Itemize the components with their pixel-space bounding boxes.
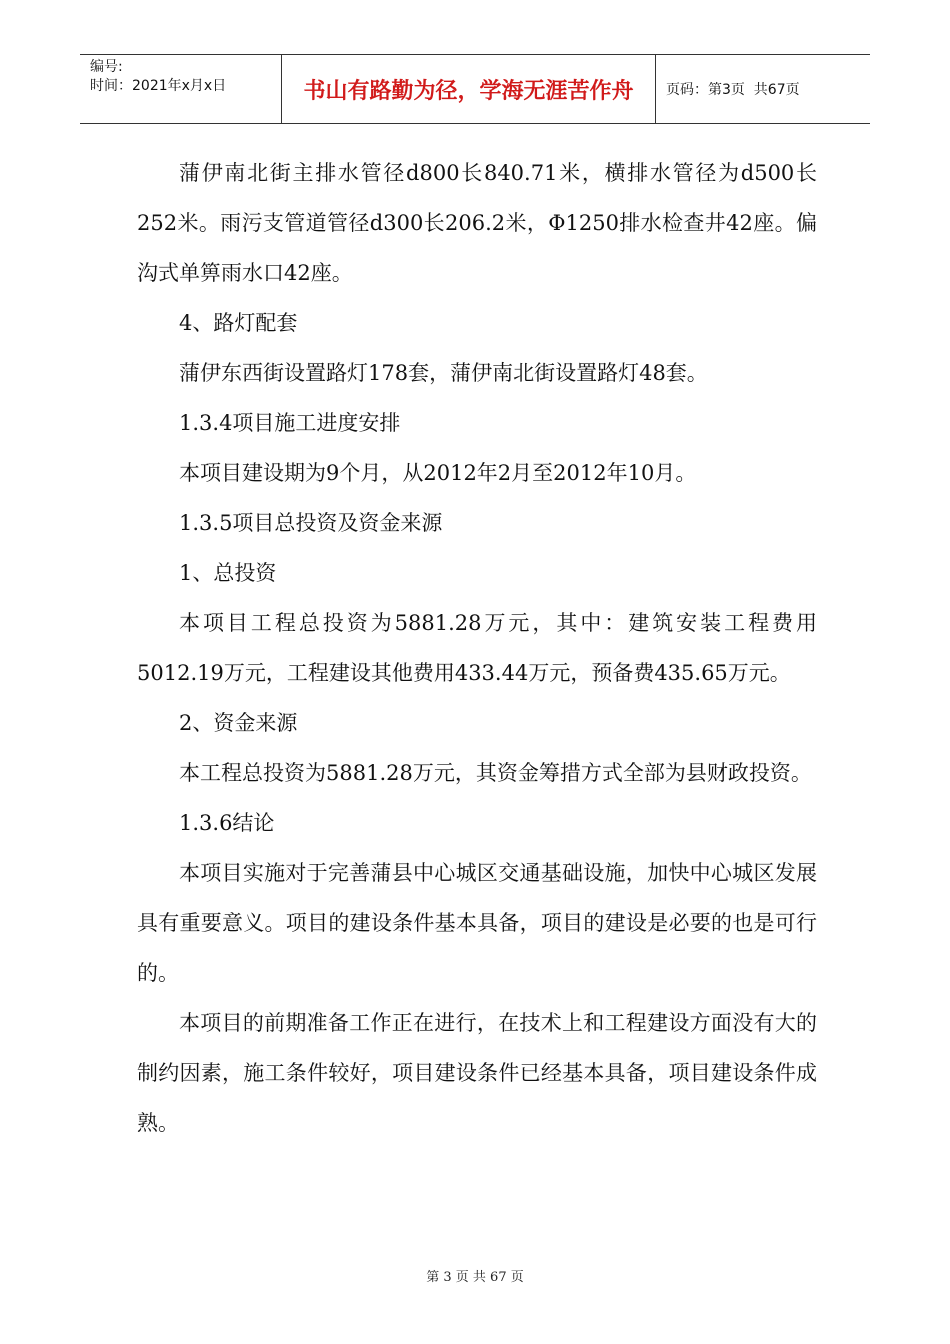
heading-conclusion: 1.3.6结论 xyxy=(179,811,275,835)
paragraph-street-lights: 蒲伊东西街设置路灯178套，蒲伊南北街设置路灯48套。 xyxy=(179,361,708,385)
header-meta xyxy=(80,55,282,123)
document-number-label: 编号: xyxy=(90,59,123,75)
paragraph-total-investment: 本项目工程总投资为5881.28万元，其中：建筑安装工程费用5012.19万元，工程建设其他费用433.44万元，预备费435.65万元。 xyxy=(137,611,817,685)
header-page-info: 页码：第3页 共67页 xyxy=(666,82,800,98)
heading-total-investment: 1、总投资 xyxy=(179,561,277,585)
page-header xyxy=(80,54,870,124)
heading-funding-source: 2、资金来源 xyxy=(179,711,298,735)
document-time-label: 时间：2021年x月x日 xyxy=(90,78,227,94)
paragraph-schedule: 本项目建设期为9个月，从2012年2月至2012年10月。 xyxy=(179,461,697,485)
paragraph-drainage: 蒲伊南北街主排水管径d800长840.71米，横排水管径为d500长252米。雨污支管道管径d300长206.2米，Φ1250排水检查井42座。偏沟式单箅雨水口42座。 xyxy=(137,161,817,285)
heading-investment: 1.3.5项目总投资及资金来源 xyxy=(179,511,443,535)
document-body xyxy=(137,148,817,1148)
paragraph-conclusion-2: 本项目的前期准备工作正在进行，在技术上和工程建设方面没有大的制约因素，施工条件较好，项目建设条件已经基本具备，项目建设条件成熟。 xyxy=(137,1011,817,1135)
page-footer: 第 3 页 共 67 页 xyxy=(426,1270,524,1285)
header-motto: 书山有路勤为径，学海无涯苦作舟 xyxy=(282,55,656,123)
heading-schedule: 1.3.4项目施工进度安排 xyxy=(179,411,401,435)
heading-street-lights: 4、路灯配套 xyxy=(179,311,298,335)
paragraph-conclusion-1: 本项目实施对于完善蒲县中心城区交通基础设施，加快中心城区发展具有重要意义。项目的建设条件基本具备，项目的建设是必要的也是可行的。 xyxy=(137,861,817,985)
paragraph-funding-source: 本工程总投资为5881.28万元，其资金筹措方式全部为县财政投资。 xyxy=(179,761,812,785)
